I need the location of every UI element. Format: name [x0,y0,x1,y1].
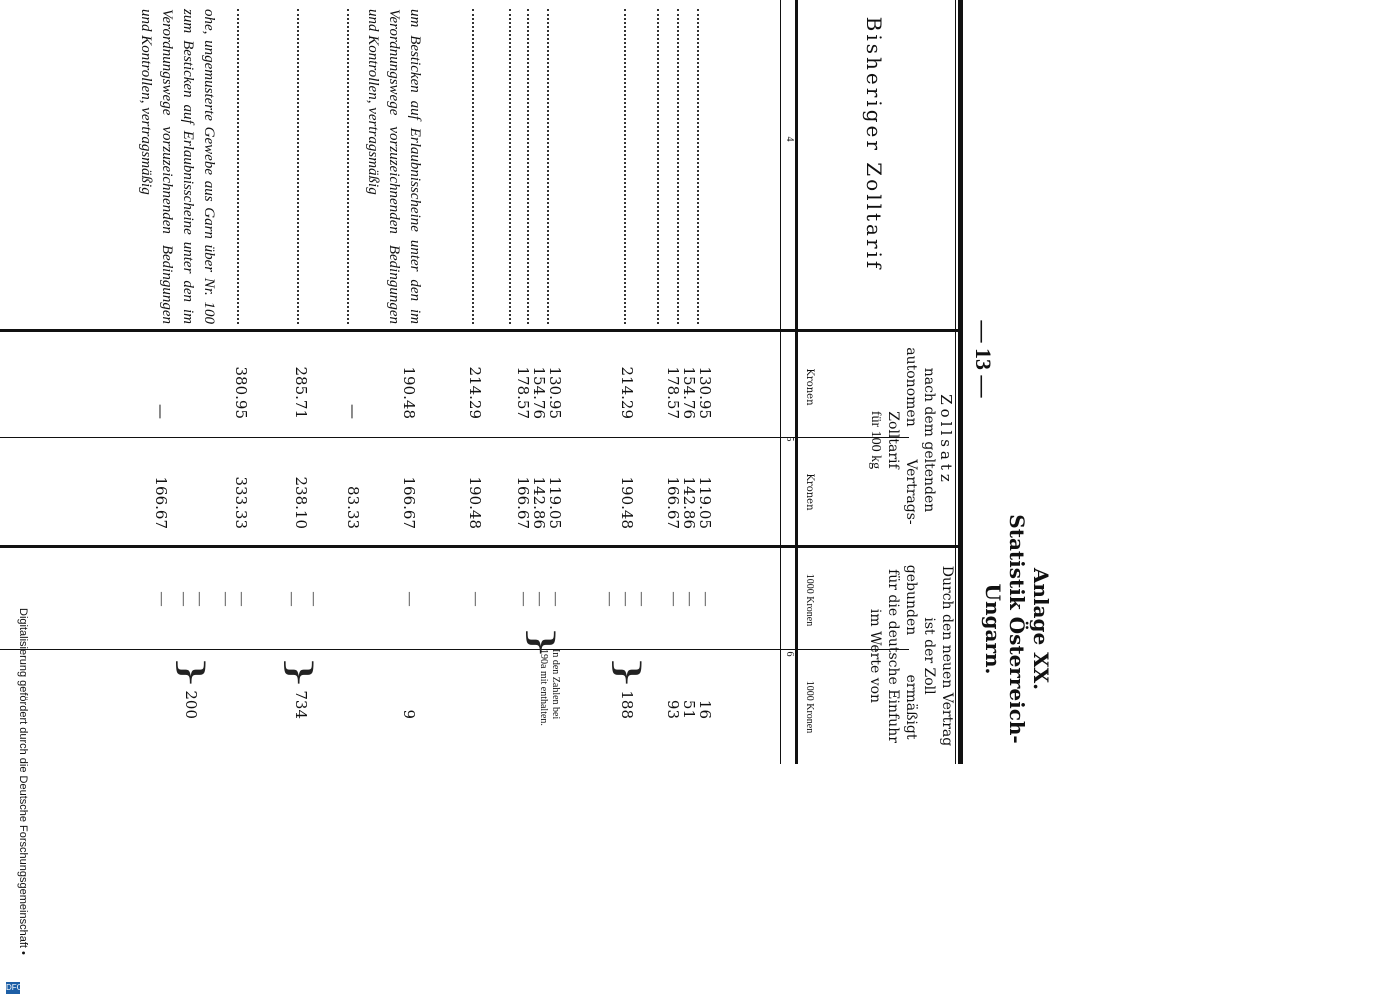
row-leader-dots [657,9,659,324]
row3-autonom-2: 154.76 [530,366,548,419]
row1-wert-3: 93 [664,699,682,719]
row1-gebunden-3: — [666,592,681,606]
row3-gebunden-3: — [516,592,531,606]
row3-vertrag-1: 119.05 [546,476,564,529]
col-divider-6-inner [0,649,909,650]
row1-vertrag-3: 166.67 [664,476,682,529]
row1-autonom-3: 178.57 [664,366,682,419]
col-divider-4-5 [0,329,963,332]
row2-wert: 188 [618,690,636,719]
col5-sub-vertrag: Vertrags- [903,459,919,525]
row2-autonom: 214.29 [618,366,636,419]
row9-wert: 200 [182,690,200,719]
row-leader-dots [547,9,549,324]
row3-autonom-1: 130.95 [546,366,564,419]
row3-vertrag-2: 142.86 [530,476,548,529]
row3-gebunden-1: — [548,592,563,606]
row3-gebunden-2: — [532,592,547,606]
row9-description: ohe, ungemusterte Gewebe aus Garn über Nr. 100 zum Besticken auf Erlaubnisscheine unter den im Verordnungswege vorzuzeichnenden Bedingungen und Kontrollen, vertragsmäßig [138,9,217,324]
appendix-subtitle: Statistik Österreich-Ungarn. [981,514,1029,744]
row9-gebunden-2: — [192,592,207,606]
note-190a: In den Zahlen bei 190a mit enthalten. [538,649,561,726]
row4-autonom: 214.29 [466,366,484,419]
col6-header-line4: im Werte von [867,608,883,704]
row-leader-dots [697,9,699,324]
row9-vertrag: 166.67 [152,476,170,529]
row9-gebunden-3: — [176,592,191,606]
row-leader-dots [347,9,349,324]
row2-gebunden-1: — [634,592,649,606]
row3-vertrag-3: 166.67 [514,476,532,529]
col6-header-line2: ist der Zoll [921,617,937,695]
row8-autonom: 380.95 [232,366,250,419]
col6-unit-gebunden: 1000 Kronen [804,573,815,627]
row1-vertrag-1: 119.05 [696,476,714,529]
col6-header-line3: für die deutsche Einfuhr [885,569,901,743]
row1-gebunden-2: — [682,592,697,606]
row7-vertrag: 238.10 [292,476,310,529]
row2-brace: } [609,654,647,691]
row4-vertrag: 190.48 [466,476,484,529]
digitization-note [6,606,29,994]
row-leader-dots [472,9,474,324]
col6-unit-wert: 1000 Kronen [804,680,815,734]
row-leader-dots [509,9,511,324]
col6-number: 6 [784,651,795,657]
table-top-rule-thin [955,0,956,764]
col4-number: 4 [784,136,795,142]
table-top-rule [958,0,963,764]
row-leader-dots [297,9,299,324]
row5-description: um Besticken auf Erlaubnisscheine unter den im Verordnungswege vorzuzeichnenden Bedingungen und Kontrollen, vertragsmäßig [365,9,423,324]
row7-gebunden-2: — [284,592,299,606]
row2-gebunden-3: — [602,592,617,606]
col5-unit-vertrag: Kronen [804,473,815,511]
row7-autonom: 285.71 [292,366,310,419]
row5-autonom: 190.48 [400,366,418,419]
row8-vertrag: 333.33 [232,476,250,529]
appendix-title: Anlage XX. [1029,567,1053,691]
col5-sub-autonom: autonomen [903,347,919,427]
col5-header-line2: nach dem geltenden [921,367,937,513]
col5-header-line3: Zolltarif [885,411,901,469]
funding-note-text: Digitalisierung gefördert durch die Deutsche Forschungsgemeinschaft • [17,608,29,955]
row7-brace: } [281,654,319,691]
col-divider-5-6 [0,545,963,548]
row7-gebunden-1: — [306,592,321,606]
row1-wert-2: 51 [680,699,698,719]
col-divider-5-inner [0,437,909,438]
col5-number: 5 [784,436,795,442]
row-leader-dots [527,9,529,324]
row3-brace: } [523,624,561,661]
row1-autonom-2: 154.76 [680,366,698,419]
row9-autonom: — [152,404,170,419]
row5-vertrag: 166.67 [400,476,418,529]
row8-gebunden: — [234,592,249,606]
row3-autonom-3: 178.57 [514,366,532,419]
row9-brace: } [173,654,211,691]
row1-gebunden-1: — [698,592,713,606]
row7-wert: 734 [292,690,310,719]
col6-header-line1: Durch den neuen Vertrag [939,565,955,747]
row9-gebunden-1: — [218,592,233,606]
row4-gebunden: — [468,592,483,606]
row1-wert-1: 16 [696,699,714,719]
row1-vertrag-2: 142.86 [680,476,698,529]
col5-header-line1: Zollsatz [937,394,955,486]
row6-autonom: — [344,404,362,419]
row1-autonom-1: 130.95 [696,366,714,419]
col6-sub-gebunden: gebunden [903,564,919,636]
col4-header: Bisheriger Zolltarif [862,16,886,272]
dfg-logo-icon: DFG [6,983,23,992]
col6-sub-ermaessigt: ermäßigt [903,674,919,740]
row2-gebunden-2: — [618,592,633,606]
row5-wert: 9 [400,709,418,719]
row-leader-dots [677,9,679,324]
row5-gebunden: — [402,592,417,606]
row-leader-dots [624,9,626,324]
row9-gebunden-4: — [154,592,169,606]
row2-vertrag: 190.48 [618,476,636,529]
row6-vertrag: 83.33 [344,486,362,529]
col5-unit-autonom: Kronen [804,368,815,406]
col5-header-line4: für 100 kg [868,410,883,470]
row-leader-dots [237,9,239,324]
page-number: — 13 — [971,320,996,398]
